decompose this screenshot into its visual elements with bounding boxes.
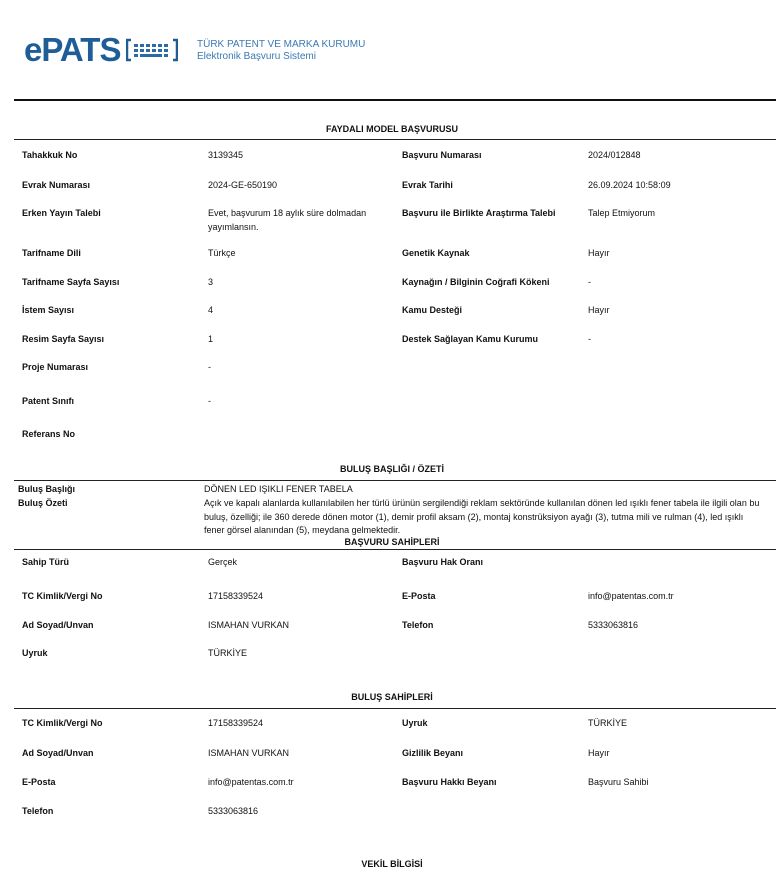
label-bulus-basligi: Buluş Başlığı (18, 484, 76, 494)
header-divider (14, 99, 776, 101)
value-arastirma-talebi: Talep Etmiyorum (588, 208, 656, 218)
value-uyruk-sahip: TÜRKİYE (208, 648, 248, 658)
value-kamu-destegi: Hayır (588, 305, 610, 315)
label-telefon-sahip: Telefon (402, 620, 434, 630)
value-telefon-sahip: 5333063816 (588, 620, 639, 630)
value-erken-yayin-talebi-line2: yayımlansın. (208, 222, 259, 232)
label-bulus-ozeti: Buluş Özeti (18, 498, 68, 508)
label-kamu-destegi: Kamu Desteği (402, 305, 463, 315)
value-tc-kimlik-bulus: 17158339524 (208, 718, 264, 728)
section-divider (14, 708, 776, 709)
value-proje-numarasi: - (208, 362, 211, 372)
section-title-basvuru-sahipleri: BAŞVURU SAHİPLERİ (344, 537, 440, 547)
org-line-2: Elektronik Başvuru Sistemi (197, 51, 316, 62)
label-genetik-kaynak: Genetik Kaynak (402, 248, 470, 258)
value-basvuru-numarasi: 2024/012848 (588, 150, 641, 160)
value-eposta-bulus: info@patentas.com.tr (208, 777, 294, 787)
value-bulus-ozeti: Açık ve kapalı alanlarda kullanılabilen her türlü ürünün sergilendiği reklam sektöründe kullanılan dönen led ışıklı fener tabela ile ilgili olan bu buluş, özelliği; ile 360 derede dönen motor (1), demir profil aksam (2), montaj konstrüksiyon ayağı (3), tutma mili ve rulman (4), led ışıklı fener görsel alanından (5), meydana gelmektedir. (204, 498, 760, 535)
org-line-1: TÜRK PATENT VE MARKA KURUMU (197, 39, 366, 50)
value-tarifname-sayfa-sayisi: 3 (208, 277, 214, 287)
section-title-bulus-sahipleri: BULUŞ SAHİPLERİ (351, 692, 433, 702)
label-evrak-numarasi: Evrak Numarası (22, 180, 91, 190)
value-basvuru-hakki-beyani: Başvuru Sahibi (588, 777, 649, 787)
keyboard-bracket-icon (126, 38, 178, 62)
value-patent-sinifi: - (208, 396, 211, 406)
label-eposta-bulus: E-Posta (22, 777, 56, 787)
epats-logo (24, 31, 178, 68)
label-ad-soyad-sahip: Ad Soyad/Unvan (22, 620, 94, 630)
label-telefon-bulus: Telefon (22, 806, 54, 816)
label-tarifname-dili: Tarifname Dili (22, 248, 81, 258)
value-bulus-basligi: DÖNEN LED IŞIKLI FENER TABELA (204, 484, 353, 494)
value-evrak-numarasi: 2024-GE-650190 (208, 180, 278, 190)
label-patent-sinifi: Patent Sınıfı (22, 396, 75, 406)
label-uyruk-bulus: Uyruk (402, 718, 428, 728)
value-erken-yayin-talebi: Evet, başvurum 18 aylık süre dolmadan (208, 208, 367, 218)
label-tarifname-sayfa-sayisi: Tarifname Sayfa Sayısı (22, 277, 120, 287)
label-arastirma-talebi: Başvuru ile Birlikte Araştırma Talebi (402, 208, 556, 218)
organization-name (197, 39, 365, 63)
label-tc-kimlik-bulus: TC Kimlik/Vergi No (22, 718, 103, 728)
value-ad-soyad-sahip: ISMAHAN VURKAN (208, 620, 290, 630)
section-divider (14, 549, 776, 550)
value-telefon-bulus: 5333063816 (208, 806, 259, 816)
value-resim-sayfa-sayisi: 1 (208, 334, 214, 344)
label-uyruk-sahip: Uyruk (22, 648, 48, 658)
logo-text: ePATS (24, 31, 121, 68)
value-destek-kurumu: - (588, 334, 591, 344)
label-referans-no: Referans No (22, 429, 76, 439)
label-tahakkuk-no: Tahakkuk No (22, 150, 78, 160)
value-uyruk-bulus: TÜRKİYE (588, 718, 628, 728)
label-basvuru-hak-orani: Başvuru Hak Oranı (402, 557, 484, 567)
label-tc-kimlik-sahip: TC Kimlik/Vergi No (22, 591, 103, 601)
value-tahakkuk-no: 3139345 (208, 150, 244, 160)
section-title-bulus-basligi: BULUŞ BAŞLIĞI / ÖZETİ (339, 464, 444, 474)
value-ad-soyad-bulus: ISMAHAN VURKAN (208, 748, 290, 758)
label-eposta-sahip: E-Posta (402, 591, 436, 601)
value-sahip-turu: Gerçek (208, 557, 238, 567)
label-basvuru-hakki-beyani: Başvuru Hakkı Beyanı (402, 777, 497, 787)
section-divider (14, 480, 776, 481)
label-erken-yayin-talebi: Erken Yayın Talebi (22, 208, 101, 218)
label-ad-soyad-bulus: Ad Soyad/Unvan (22, 748, 94, 758)
label-resim-sayfa-sayisi: Resim Sayfa Sayısı (22, 334, 105, 344)
value-tarifname-dili: Türkçe (208, 248, 236, 258)
value-genetik-kaynak: Hayır (588, 248, 610, 258)
label-basvuru-numarasi: Başvuru Numarası (402, 150, 482, 160)
section-title-vekil-bilgisi: VEKİL BİLGİSİ (361, 859, 423, 869)
section-divider (14, 139, 776, 140)
label-destek-kurumu: Destek Sağlayan Kamu Kurumu (402, 334, 539, 344)
value-gizlilik-beyani: Hayır (588, 748, 610, 758)
label-istem-sayisi: İstem Sayısı (22, 305, 75, 315)
label-gizlilik-beyani: Gizlilik Beyanı (402, 748, 464, 758)
value-tc-kimlik-sahip: 17158339524 (208, 591, 264, 601)
section-title-faydali-model: FAYDALI MODEL BAŞVURUSU (325, 124, 459, 134)
value-eposta-sahip: info@patentas.com.tr (588, 591, 674, 601)
label-cografi-koken: Kaynağın / Bilginin Coğrafi Kökeni (402, 277, 550, 287)
label-evrak-tarihi: Evrak Tarihi (402, 180, 453, 190)
value-cografi-koken: - (588, 277, 591, 287)
label-proje-numarasi: Proje Numarası (22, 362, 89, 372)
value-istem-sayisi: 4 (208, 305, 214, 315)
value-evrak-tarihi: 26.09.2024 10:58:09 (588, 180, 671, 190)
label-sahip-turu: Sahip Türü (22, 557, 69, 567)
